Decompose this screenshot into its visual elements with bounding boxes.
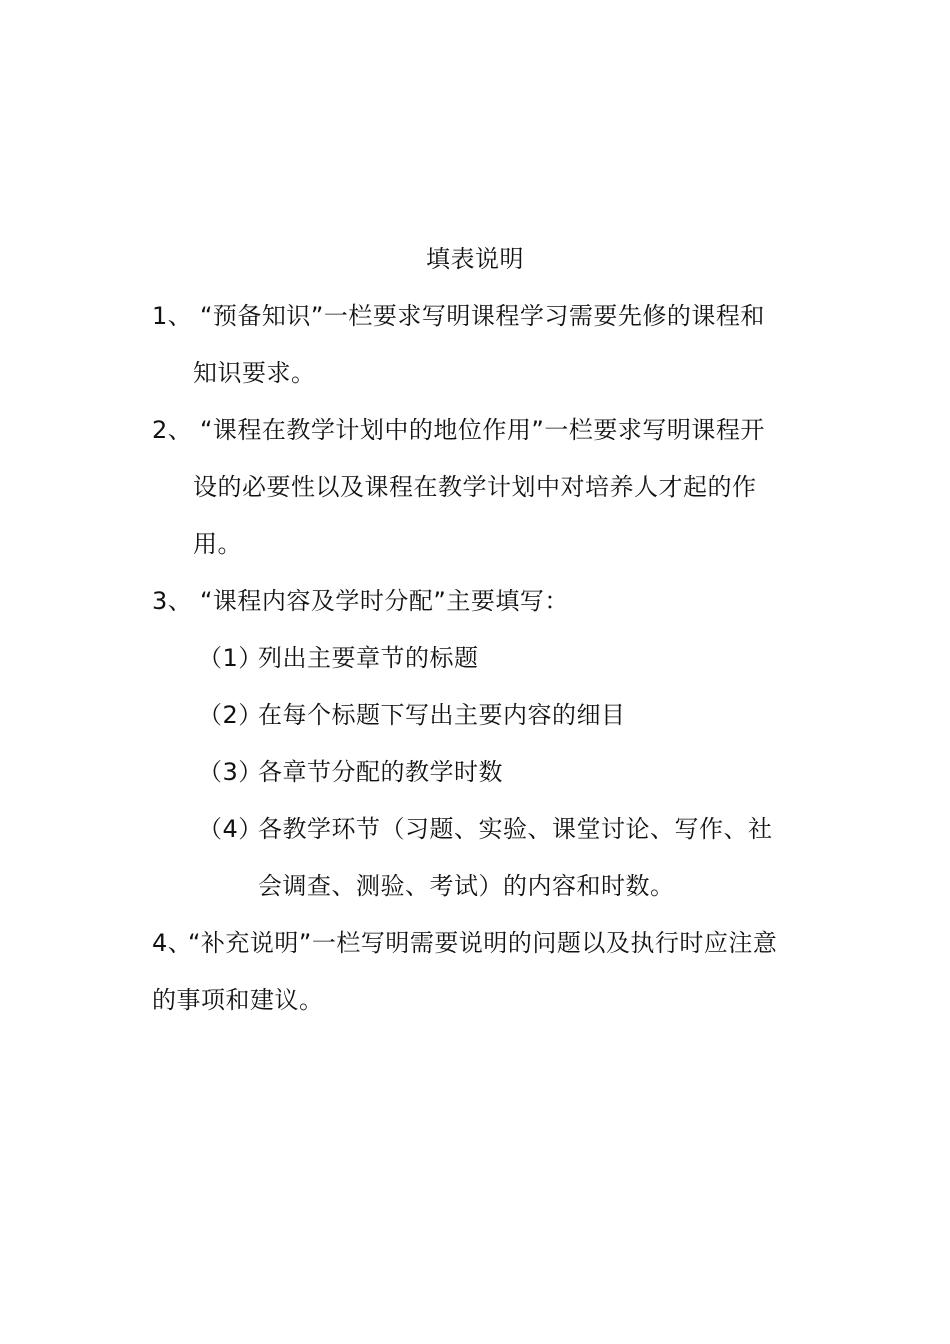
subitem-2-text: 在每个标题下写出主要内容的细目	[258, 701, 626, 729]
item-4-line-1: “补充说明”一栏写明需要说明的问题以及执行时应注意	[188, 929, 778, 957]
subitem-1-number: （1）	[198, 644, 263, 672]
subitem-3-number: （3）	[198, 758, 263, 786]
item-2-line-2: 设的必要性以及课程在教学计划中对培养人才起的作	[193, 473, 757, 501]
item-1-number: 1、	[152, 302, 193, 330]
subitem-4-line-2: 会调查、测验、考试）的内容和时数。	[258, 872, 675, 900]
subitem-2-number: （2）	[198, 701, 263, 729]
item-1-line-1: “预备知识”一栏要求写明课程学习需要先修的课程和	[200, 302, 765, 330]
item-4-number: 4、	[152, 929, 193, 957]
item-2-line-1: “课程在教学计划中的地位作用”一栏要求写明课程开	[200, 416, 765, 444]
item-4-line-2: 的事项和建议。	[152, 986, 324, 1014]
page-title: 填表说明	[426, 245, 524, 273]
item-2-line-3: 用。	[193, 530, 242, 558]
subitem-3-text: 各章节分配的教学时数	[258, 758, 503, 786]
item-3-number: 3、	[152, 587, 193, 615]
subitem-4-number: （4）	[198, 815, 263, 843]
item-3-line-1: “课程内容及学时分配”主要填写：	[200, 587, 569, 615]
subitem-1-text: 列出主要章节的标题	[258, 644, 479, 672]
subitem-4-line-1: 各教学环节（习题、实验、课堂讨论、写作、社	[258, 815, 773, 843]
item-2-number: 2、	[152, 416, 193, 444]
item-1-line-2: 知识要求。	[193, 359, 316, 387]
